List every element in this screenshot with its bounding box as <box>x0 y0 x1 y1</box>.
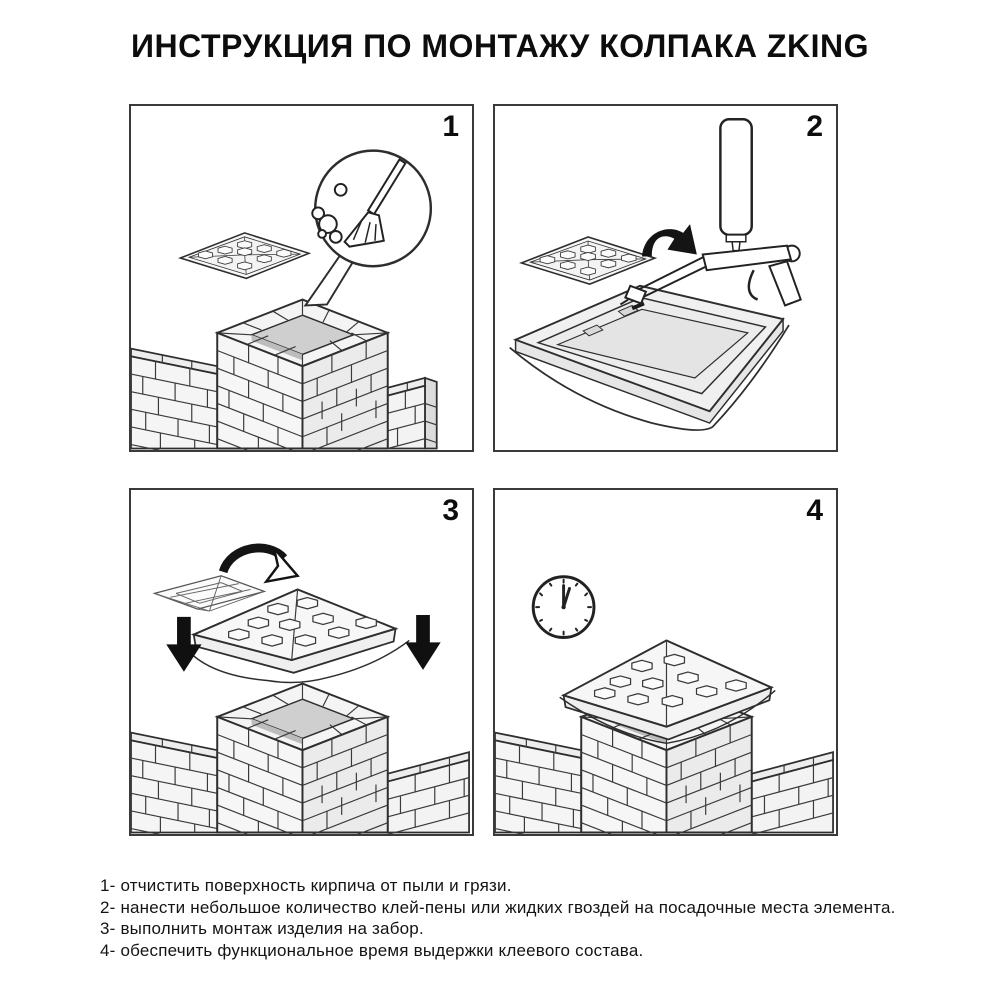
foam-gun-icon <box>620 119 800 305</box>
clock-icon <box>533 577 594 638</box>
instruction-line: 4- обеспечить функциональное время выдержки клеевого состава. <box>100 940 644 960</box>
chimney-cap <box>521 237 654 284</box>
flip-arrow-icon <box>642 224 697 256</box>
brick-wall-left <box>495 733 581 834</box>
brick-wall-left <box>131 349 217 450</box>
instruction-line: 3- выполнить монтаж изделия на забор. <box>100 919 424 938</box>
brick-wall-right <box>388 752 469 834</box>
step-panel-2 <box>493 104 838 452</box>
instruction-line: 1- отчистить поверхность кирпича от пыли и грязи. <box>100 876 512 895</box>
step-number: 4 <box>806 494 823 527</box>
instructions-list <box>100 875 960 961</box>
brick-wall-left <box>131 733 217 834</box>
brick-pillar <box>217 684 388 834</box>
step-panel-4 <box>493 488 838 836</box>
page-title: ИНСТРУКЦИЯ ПО МОНТАЖУ КОЛПАКА ZKING <box>131 28 869 64</box>
step-3-illustration <box>131 490 472 834</box>
brick-pillar <box>217 300 388 450</box>
flip-arrow-icon <box>223 548 297 582</box>
cap-underside-wireframe <box>155 576 265 611</box>
step-4-illustration <box>495 490 836 834</box>
step-2-illustration <box>495 106 836 450</box>
step-1-illustration <box>131 106 472 450</box>
step-number: 3 <box>442 494 459 527</box>
down-arrow-icon <box>405 615 440 670</box>
chimney-cap <box>180 233 309 278</box>
step-number: 2 <box>806 110 823 143</box>
brick-wall-right <box>388 378 437 449</box>
step-number: 1 <box>442 110 459 143</box>
glue-tray <box>510 286 789 430</box>
instruction-line: 2- нанести небольшое количество клей-пены или жидких гвоздей на посадочные места элемента. <box>100 897 896 917</box>
step-panel-3 <box>129 488 474 836</box>
step-panel-1 <box>129 104 474 452</box>
brick-wall-right <box>752 752 833 834</box>
